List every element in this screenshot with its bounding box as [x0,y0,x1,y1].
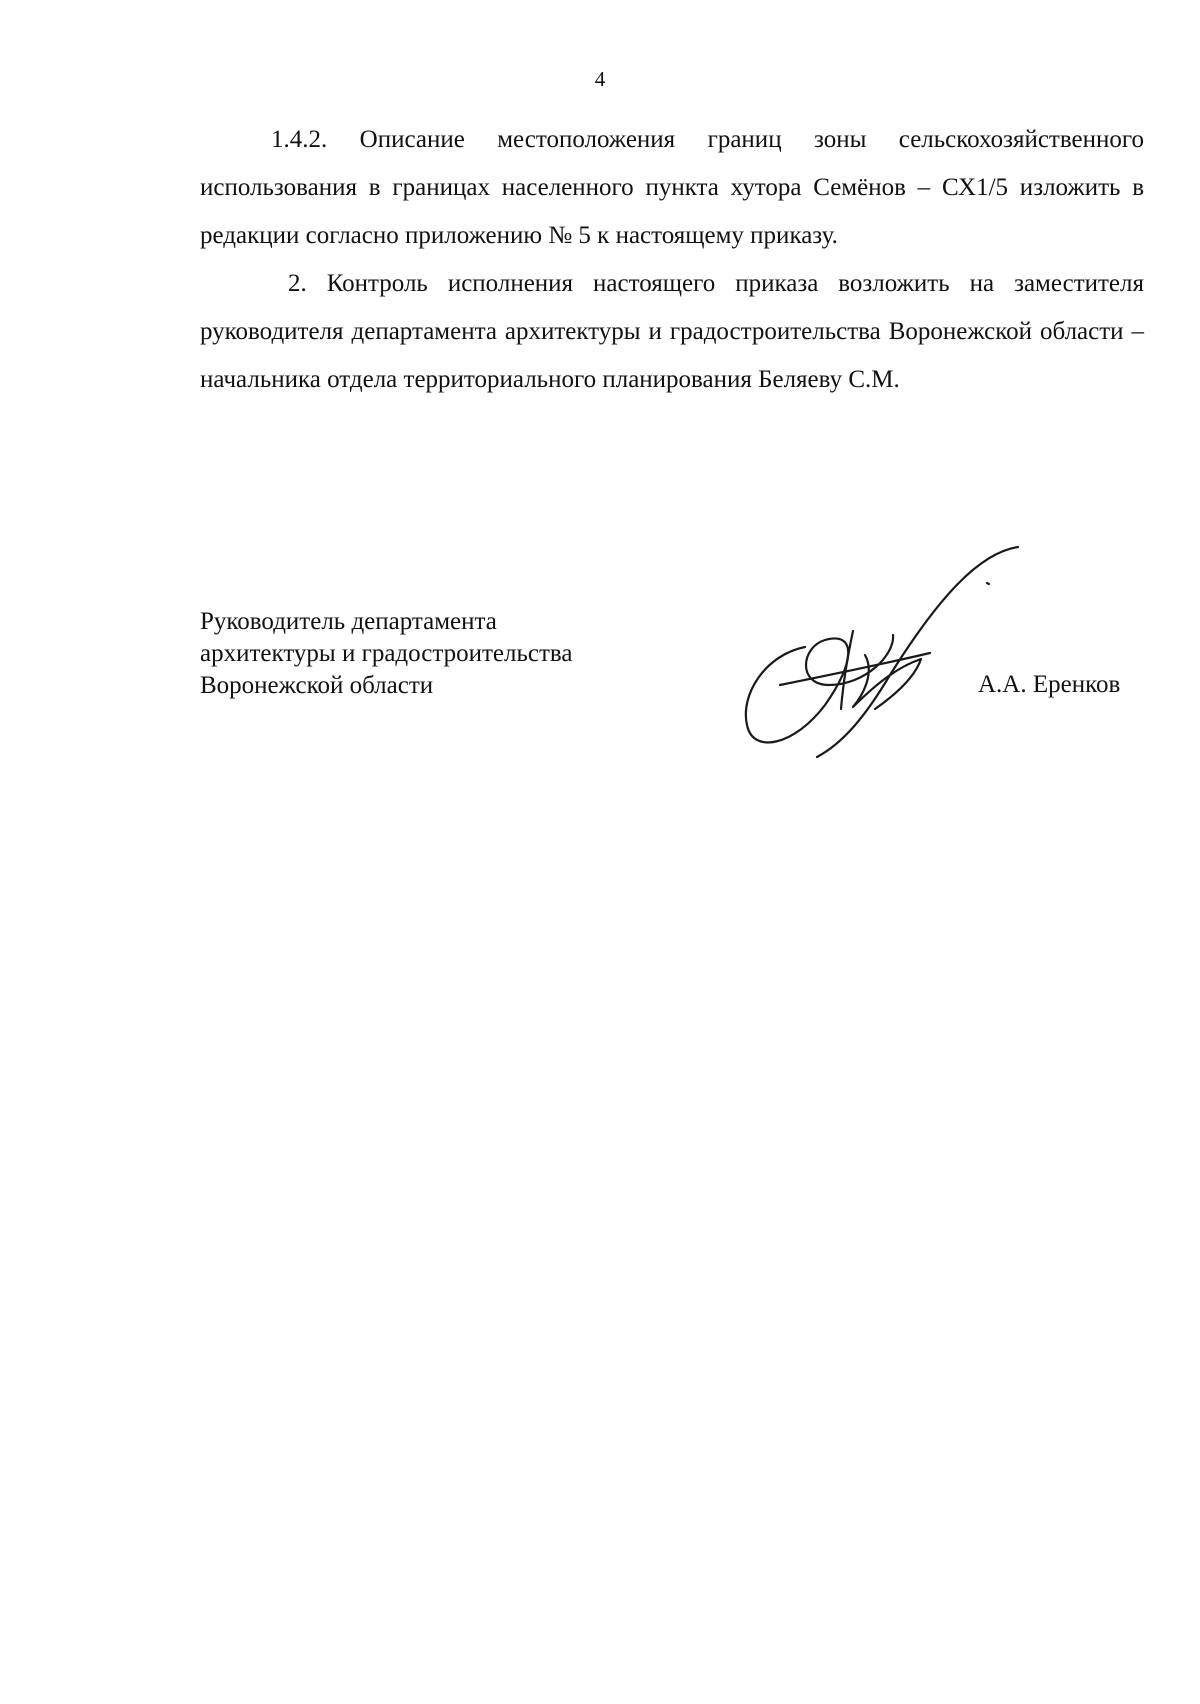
page-number: 4 [594,67,606,91]
document-body [200,116,1144,404]
handwritten-signature [725,535,1025,770]
paragraph-1-4-2: 1.4.2. Описание местоположения границ зоны сельскохозяйственного использования в границах населенного пункта хутора Семёнов – СХ1/5 изложить в редакции согласно приложению № 5 к настоящему приказу. [200,126,1144,249]
paragraph-2: 2. Контроль исполнения настоящего приказа возложить на заместителя руководителя департамента архитектуры и градостроительства Воронежской области – начальника отдела территориального планирования Беляеву С.М. [200,270,1144,393]
signatory-title [200,606,572,702]
signatory-title-line-3: Воронежской области [200,672,434,699]
signatory-title-line-2: архитектуры и градостроительства [200,640,573,667]
signer-name: А.А. Еренков [978,671,1121,698]
signatory-title-line-1: Руководитель департамента [200,608,497,635]
